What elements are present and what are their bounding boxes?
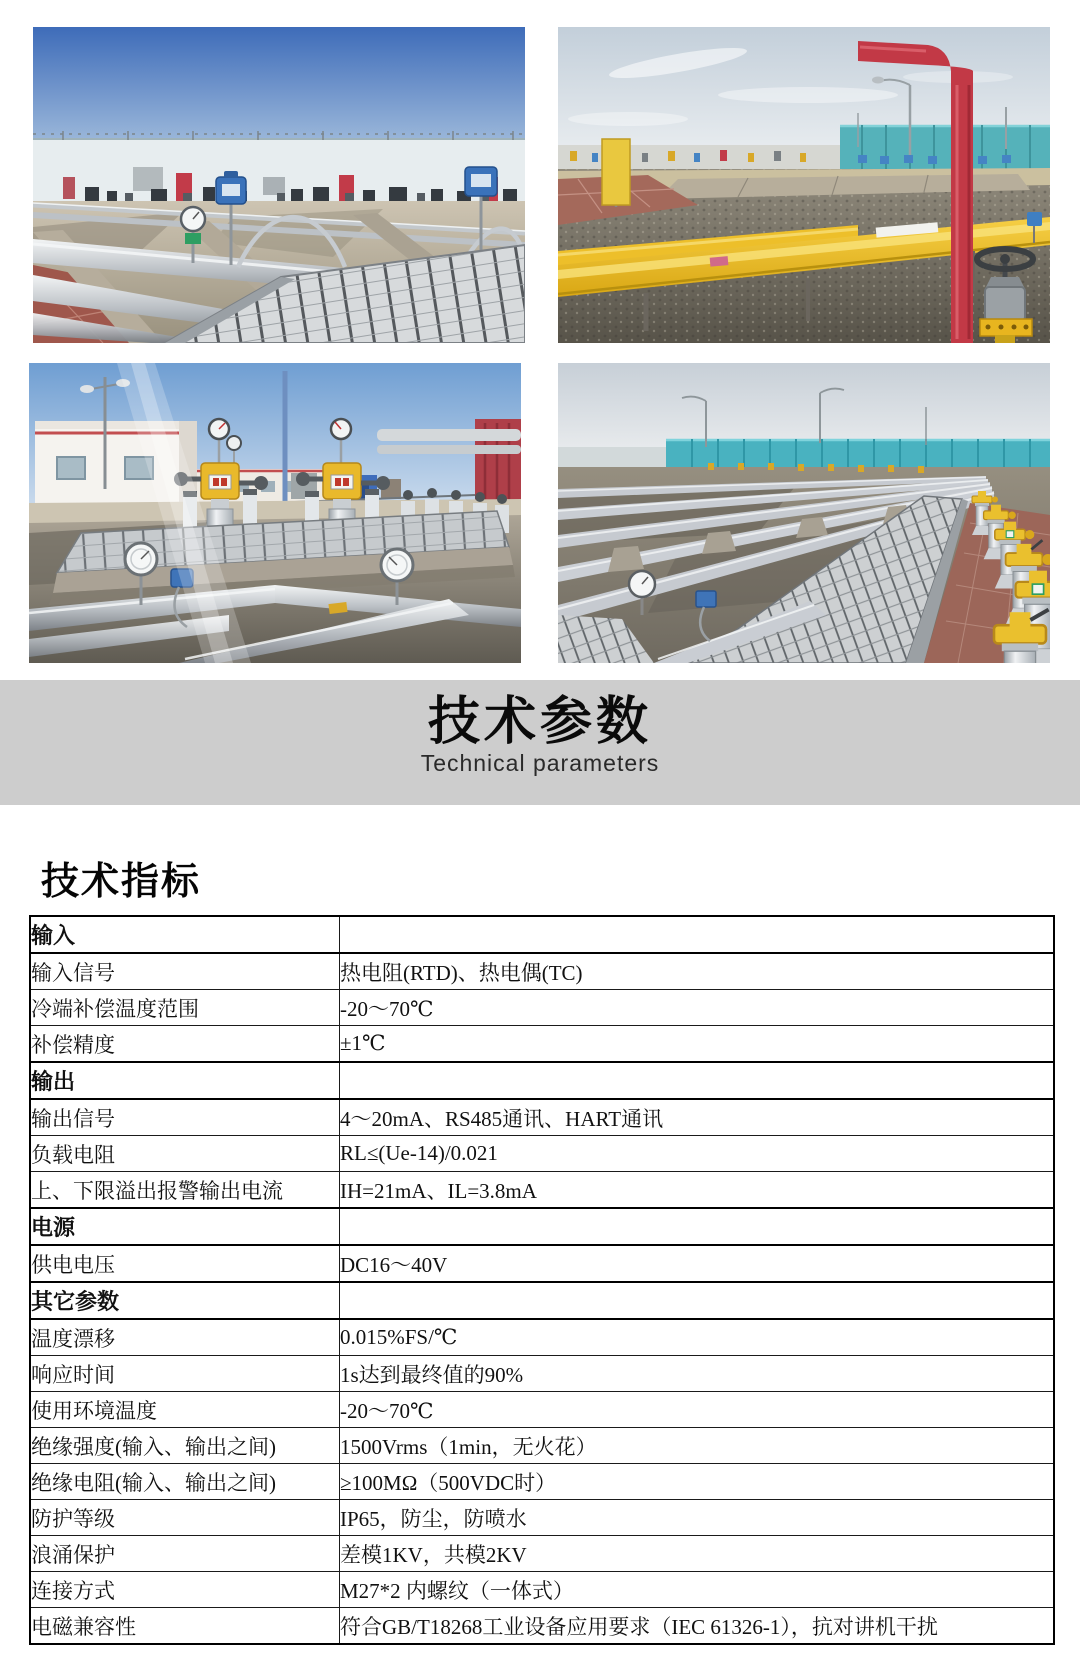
spec-label: 绝缘强度(输入、输出之间) [30,1428,340,1464]
spec-label: 浪涌保护 [30,1536,340,1572]
spec-value: 1s达到最终值的90% [340,1356,1055,1392]
spec-value: -20～70℃ [340,990,1055,1026]
photo-yellow-pipeline [558,27,1050,343]
table-row [30,1500,1054,1536]
table-row [30,1319,1054,1356]
spec-label: 其它参数 [30,1282,340,1319]
banner-subtitle: Technical parameters [420,750,660,776]
spec-value: M27*2 内螺纹（一体式） [340,1572,1055,1608]
table-row [30,1245,1054,1282]
spec-value: DC16～40V [340,1245,1055,1282]
spec-label: 上、下限溢出报警输出电流 [30,1172,340,1209]
photo-wellhead-rows [558,363,1050,663]
spec-value: 热电阻(RTD)、热电偶(TC) [340,953,1055,990]
spec-section-heading: 技术指标 [41,861,202,903]
spec-value [340,916,1055,953]
table-section-row [30,1282,1054,1319]
spec-label: 输出 [30,1062,340,1099]
spec-label: 输入 [30,916,340,953]
spec-value [340,1062,1055,1099]
spec-value [340,1208,1055,1245]
photo-wellhead-rows-image [558,363,1050,663]
photo-pipeline-field-image [33,27,525,343]
spec-table [29,915,1055,1645]
table-row [30,1464,1054,1500]
spec-label: 使用环境温度 [30,1392,340,1428]
spec-value: 1500Vrms（1min，无火花） [340,1428,1055,1464]
spec-value: ≥100MΩ（500VDC时） [340,1464,1055,1500]
spec-label: 输出信号 [30,1099,340,1136]
table-row [30,1136,1054,1172]
photo-manifold-platform [29,363,521,663]
banner-title: 技术参数 [427,693,652,751]
table-row [30,1608,1054,1645]
photo-pipeline-field [33,27,525,343]
spec-label: 冷端补偿温度范围 [30,990,340,1026]
table-row [30,1392,1054,1428]
spec-value: IH=21mA、IL=3.8mA [340,1172,1055,1209]
spec-label: 电源 [30,1208,340,1245]
table-row [30,1356,1054,1392]
table-row [30,1026,1054,1063]
photo-manifold-platform-image [29,363,521,663]
spec-label: 连接方式 [30,1572,340,1608]
spec-value: ±1℃ [340,1026,1055,1063]
spec-label: 温度漂移 [30,1319,340,1356]
table-row [30,1428,1054,1464]
spec-value: -20～70℃ [340,1392,1055,1428]
spec-label: 补偿精度 [30,1026,340,1063]
table-row [30,1172,1054,1209]
photo-yellow-pipeline-image [558,27,1050,343]
spec-value: 差模1KV，共模2KV [340,1536,1055,1572]
spec-label: 绝缘电阻(输入、输出之间) [30,1464,340,1500]
table-row [30,953,1054,990]
table-section-row [30,1208,1054,1245]
spec-value: RL≤(Ue-14)/0.021 [340,1136,1055,1172]
spec-label: 响应时间 [30,1356,340,1392]
spec-label: 供电电压 [30,1245,340,1282]
spec-value: 0.015%FS/℃ [340,1319,1055,1356]
spec-label: 防护等级 [30,1500,340,1536]
table-row [30,1099,1054,1136]
spec-label: 电磁兼容性 [30,1608,340,1645]
spec-value: 4～20mA、RS485通讯、HART通讯 [340,1099,1055,1136]
table-section-row [30,916,1054,953]
table-row [30,1536,1054,1572]
table-section-row [30,1062,1054,1099]
spec-value [340,1282,1055,1319]
technical-parameters-banner [0,680,1080,805]
spec-value: IP65，防尘，防喷水 [340,1500,1055,1536]
spec-label: 负载电阻 [30,1136,340,1172]
spec-label: 输入信号 [30,953,340,990]
table-row [30,990,1054,1026]
table-row [30,1572,1054,1608]
spec-value: 符合GB/T18268工业设备应用要求（IEC 61326-1），抗对讲机干扰 [340,1608,1055,1645]
